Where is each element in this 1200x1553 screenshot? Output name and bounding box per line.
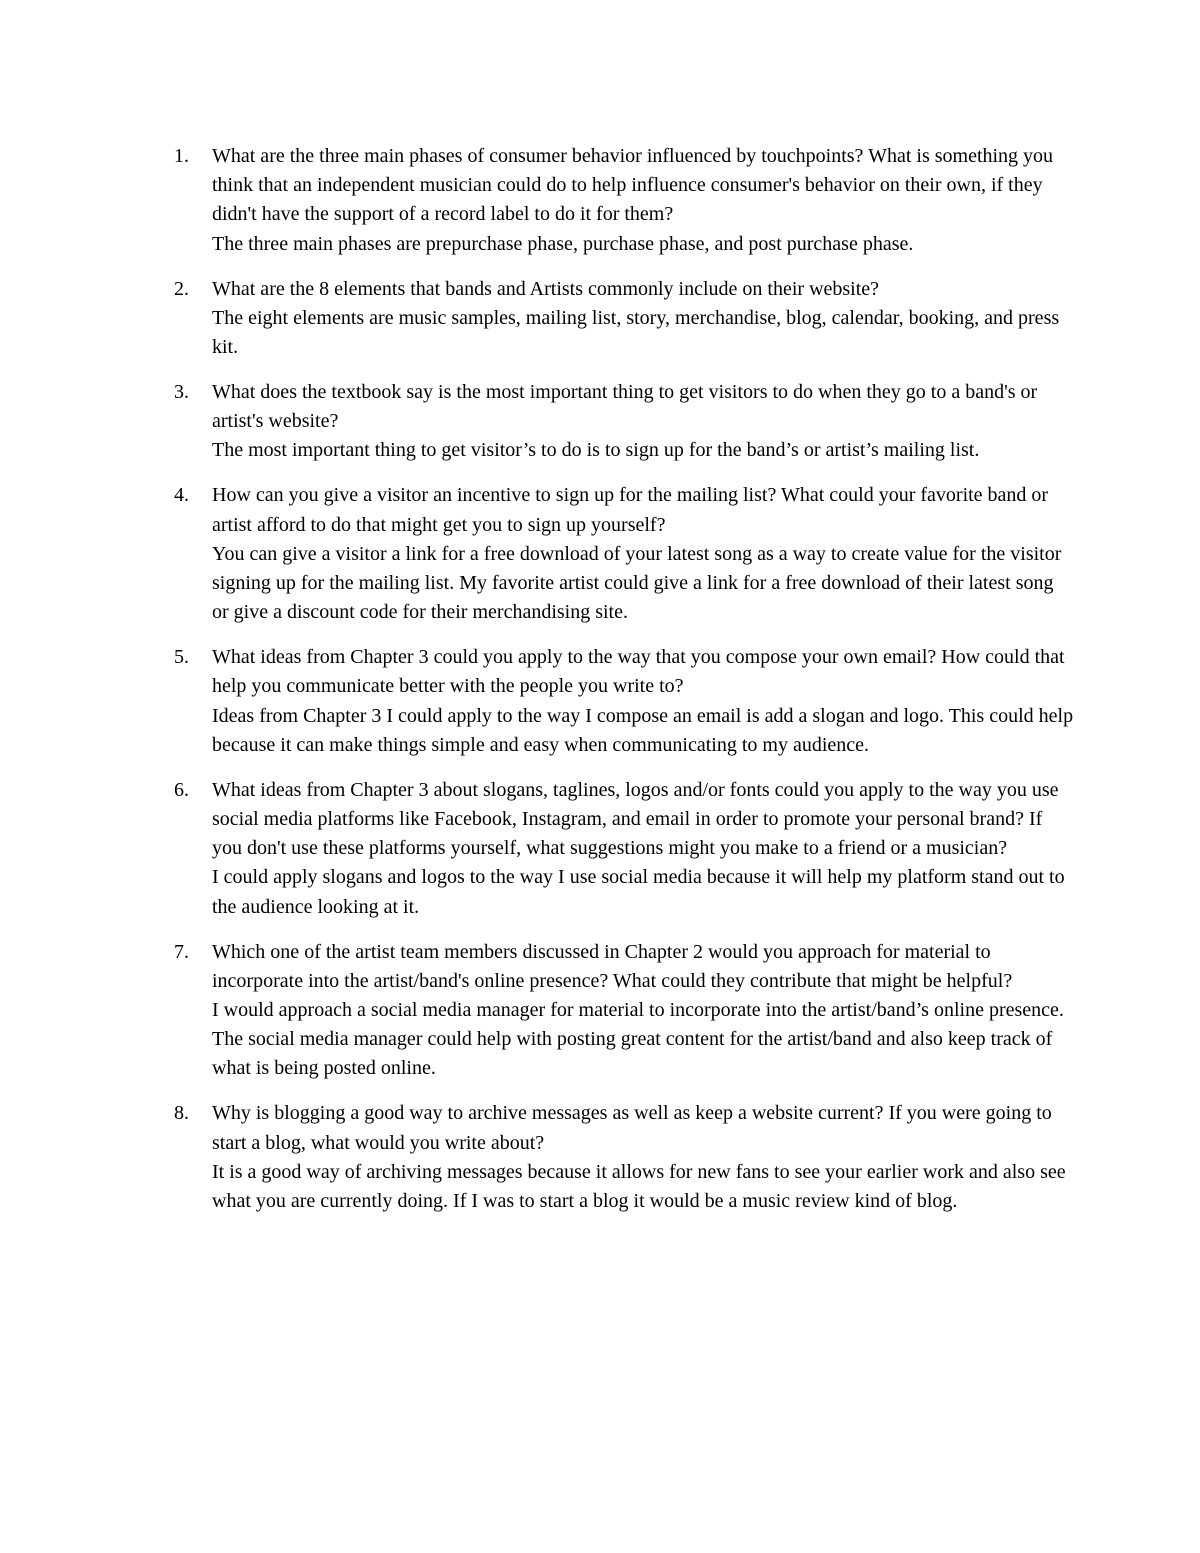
item-number: 6. (174, 778, 189, 801)
list-item (174, 481, 1074, 627)
question-list (174, 142, 1074, 1232)
list-item (174, 378, 1074, 466)
list-item (174, 938, 1074, 1084)
answer-text: I could apply slogans and logos to the way I use social media because it will help my platform stand out to the audience looking at it. (212, 866, 1065, 918)
item-number: 4. (174, 484, 189, 507)
list-item (174, 1099, 1074, 1216)
item-number: 3. (174, 381, 189, 404)
question-text: What does the textbook say is the most important thing to get visitors to do when they go to a band's or artist's website? (212, 381, 1038, 433)
answer-text: I would approach a social media manager for material to incorporate into the artist/band’s online presence. The social media manager could help with posting great content for the artist/band and also keep track of what is being posted online. (212, 999, 1064, 1080)
item-number: 5. (174, 646, 189, 669)
question-text: What ideas from Chapter 3 about slogans, taglines, logos and/or fonts could you apply to the way you use social media platforms like Facebook, Instagram, and email in order to promote your personal brand? If you don't use these platforms yourself, what suggestions might you make to a friend or a musician? (212, 778, 1059, 860)
item-number: 1. (174, 145, 189, 167)
answer-text: The most important thing to get visitor’s to do is to sign up for the band’s or artist’s mailing list. (212, 439, 980, 462)
item-number: 2. (174, 277, 189, 300)
answer-text: You can give a visitor a link for a free download of your latest song as a way to create value for the visitor signing up for the mailing list. My favorite artist could give a link for a free download of their latest song or give a discount code for their merchandising site. (212, 542, 1062, 624)
answer-text: The three main phases are prepurchase phase, purchase phase, and post purchase phase. (212, 232, 914, 255)
question-text: What are the three main phases of consumer behavior influenced by touchpoints? What is something you think that an independent musician could do to help influence consumer's behavior on their own, if they didn't have the support of a record label to do it for them? (212, 145, 1054, 226)
answer-text: It is a good way of archiving messages because it allows for new fans to see your earlier work and also see what you are currently doing. If I was to start a blog it would be a music review kind of blog. (212, 1160, 1066, 1213)
question-text: Why is blogging a good way to archive messages as well as keep a website current? If you were going to start a blog, what would you write about? (212, 1102, 1052, 1154)
question-text: How can you give a visitor an incentive to sign up for the mailing list? What could your favorite band or artist afford to do that might get you to sign up yourself? (212, 484, 1049, 536)
answer-text: The eight elements are music samples, mailing list, story, merchandise, blog, calendar, booking, and press kit. (212, 306, 1060, 359)
question-text: What are the 8 elements that bands and Artists commonly include on their website? (212, 277, 880, 300)
list-item (174, 776, 1074, 922)
list-item (174, 142, 1074, 259)
question-text: Which one of the artist team members discussed in Chapter 2 would you approach for material to incorporate into the artist/band's online presence? What could they contribute that might be helpful? (212, 940, 1013, 992)
list-item (174, 275, 1074, 363)
answer-text: Ideas from Chapter 3 I could apply to the way I compose an email is add a slogan and logo. This could help because it can make things simple and easy when communicating to my audience. (212, 704, 1074, 756)
item-number: 7. (174, 940, 189, 963)
question-text: What ideas from Chapter 3 could you apply to the way that you compose your own email? How could that help you communicate better with the people you write to? (212, 646, 1065, 698)
list-item (174, 643, 1074, 760)
item-number: 8. (174, 1102, 189, 1125)
